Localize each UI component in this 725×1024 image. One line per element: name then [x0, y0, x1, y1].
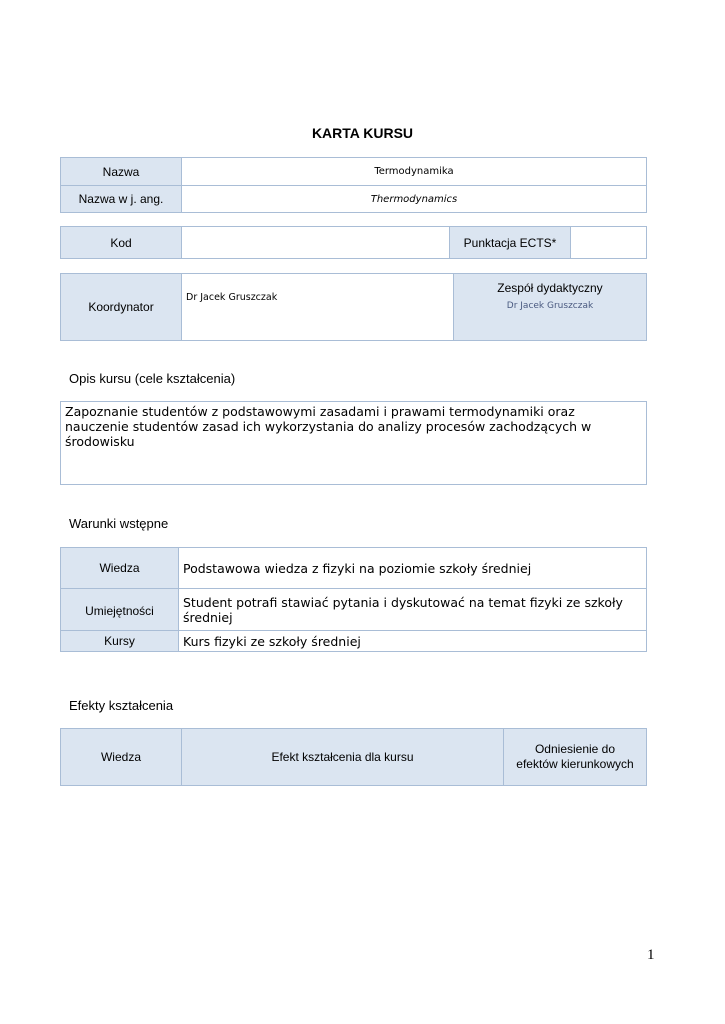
code-value: [182, 227, 450, 259]
coordinator-value: Dr Jacek Gruszczak: [182, 274, 454, 341]
name-en-value: Thermodynamics: [182, 186, 647, 213]
outcomes-heading: Efekty kształcenia: [69, 698, 174, 713]
name-en-label: Nazwa w j. ang.: [61, 186, 182, 213]
description-table: [60, 401, 647, 485]
prerequisites-table: [60, 547, 647, 652]
description-heading: Opis kursu (cele kształcenia): [69, 371, 236, 386]
ects-value: [571, 227, 647, 259]
team-value: Dr Jacek Gruszczak: [506, 301, 594, 311]
prereq-label-1: Umiejętności: [61, 589, 179, 631]
outcomes-col-wiedza: Wiedza: [61, 729, 182, 786]
code-label: Kod: [61, 227, 182, 259]
team-label: Zespół dydaktyczny: [497, 281, 603, 295]
prereq-label-0: Wiedza: [61, 548, 179, 589]
description-text: Zapoznanie studentów z podstawowymi zasadami i prawami termodynamiki oraz nauczenie studentów zasad ich wykorzystania do analizy procesów zachodzących w środowisku: [61, 402, 647, 485]
code-table: [60, 226, 647, 259]
prereq-label-2: Kursy: [61, 631, 179, 652]
coordinator-label: Koordynator: [61, 274, 182, 341]
prereq-value-1: Student potrafi stawiać pytania i dyskutować na temat fizyki ze szkoły średniej: [179, 589, 647, 631]
prereq-value-2: Kurs fizyki ze szkoły średniej: [179, 631, 647, 652]
ects-label: Punktacja ECTS*: [450, 227, 571, 259]
coordinator-table: [60, 273, 647, 341]
name-label: Nazwa: [61, 158, 182, 186]
outcomes-col-reference: Odniesienie do efektów kierunkowych: [504, 729, 647, 786]
prerequisites-heading: Warunki wstępne: [69, 516, 169, 531]
page-number: 1: [647, 947, 655, 963]
course-name-table: [60, 157, 647, 213]
document-title: KARTA KURSU: [311, 125, 414, 141]
team-cell: [454, 274, 647, 341]
outcomes-col-effect: Efekt kształcenia dla kursu: [182, 729, 504, 786]
name-value: Termodynamika: [182, 158, 647, 186]
prereq-value-0: Podstawowa wiedza z fizyki na poziomie szkoły średniej: [179, 548, 647, 589]
outcomes-table: [60, 728, 647, 786]
